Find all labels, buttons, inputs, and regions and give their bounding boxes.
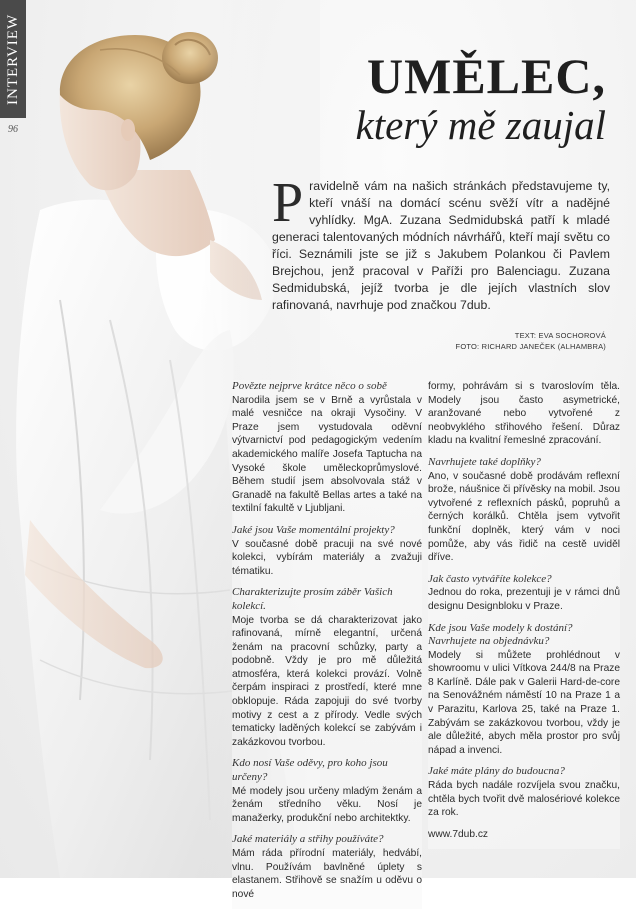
answer: Modely si můžete prohlédnout v showroomu v ulici Vítkova 244/8 na Praze 8 Karlíně. Dále pak v Galerii Hard-de-core na Senovážném náměstí 10 na Praze 1 a v Parazitu, Karlova 25, také na Praze 1. Zabývám se zakázkovou tvorbou, vždy je ale důležité, abych měla prostor pro svůj nápad a invenci. bbox=[428, 649, 620, 756]
answer: Narodila jsem se v Brně a vyrůstala v malé vesničce na okraji Vysočiny. V Praze jsem vystudovala oděvní výtvarnictví pod pedagogickým vedením akademického malíře Josefa Taptucha na Vysoké škole uměleckoprůmyslové. Během studií jsem absolvovala stáž v Granadě na fakultě Bellas artes a také na textilní fakultě v Ljubljani. bbox=[232, 394, 422, 515]
question: Kde jsou Vaše modely k dostání? Navrhujete na objednávku? bbox=[428, 621, 573, 648]
website-url: www.7dub.cz bbox=[428, 828, 489, 840]
section-strip bbox=[0, 0, 26, 118]
website-link bbox=[428, 828, 620, 842]
text-credit-label: TEXT: bbox=[514, 331, 537, 340]
article-column-right bbox=[428, 380, 620, 849]
text-credit bbox=[515, 331, 606, 340]
question: Jak často vytváříte kolekce? bbox=[428, 572, 552, 585]
question: Jaké máte plány do budoucna? bbox=[428, 765, 565, 778]
text-credit-author: EVA SOCHOROVÁ bbox=[538, 331, 606, 340]
qa-block bbox=[428, 456, 620, 565]
page-number: 96 bbox=[8, 124, 18, 135]
qa-block bbox=[428, 380, 620, 448]
qa-block bbox=[232, 524, 422, 578]
headline-subtitle: který mě zaujal bbox=[355, 102, 606, 148]
answer: Ano, v současné době prodávám reflexní brože, náušnice či přívěsky na mobil. Jsou vytvořené z reflexních pásků, popruhů a černých korálků. Chtěla jsem vytvořit funkční doplněk, který vám v noci pomůže, aby vás řidič na cestě uviděl dříve. bbox=[428, 470, 620, 564]
answer: V současné době pracuji na své nové kolekci, vybírám materiály a zvažuji tématiku. bbox=[232, 538, 422, 577]
question: Povězte nejprve krátce něco o sobě bbox=[232, 380, 387, 392]
photo-credit-author: RICHARD JANEČEK (ALHAMBRA) bbox=[481, 342, 606, 351]
lead-text: ravidelně vám na našich stránkách představujeme ty, kteří vnáší na domácí scénu svěží vítr a nadějné vyhlídky. MgA. Zuzana Sedmidubská patří k mladé generaci talentovaných módních návrhářů, kteří mají světu co říci. Seznámili jste se již s Jakubem Polankou či Pavlem Brejchou, jenž pracoval v Paříži pro Balenciagu. Zuzana Sedmidubská, jejíž tvorba je dle jejích vlastních slov rafinovaná, navrhuje pod značkou 7dub. bbox=[272, 179, 610, 312]
lead-paragraph bbox=[272, 172, 610, 314]
qa-block bbox=[232, 757, 422, 825]
article-column-left bbox=[232, 380, 422, 909]
answer: Moje tvorba se dá charakterizovat jako rafinovaná, mírně elegantní, určená ženám na pracovní schůzky, party a podobně. Vždy je pro mě důležitá atmosféra, která kolekci provází. Volně čerpám inspiraci z prostředí, které mne obklopuje. Ráda zapojuji do své tvorby motivy z cest a z přírody. Vedle svých tematicky laděných kolekcí se zabývám i zakázkovou tvorbou. bbox=[232, 614, 422, 748]
section-label: INTERVIEW bbox=[5, 13, 21, 105]
answer: Mám ráda přírodní materiály, hedvábí, vlnu. Používám bavlněné úplety s elastanem. Střihově se snažím u oděvu o nové bbox=[232, 848, 422, 900]
question: Jaké materiály a střihy používáte? bbox=[232, 833, 384, 846]
qa-block bbox=[428, 573, 620, 614]
qa-block bbox=[232, 586, 422, 749]
drop-cap: P bbox=[272, 172, 304, 234]
answer: Mé modely jsou určeny mladým ženám a ženám středního věku. Nosí je manažerky, produkční nebo architektky. bbox=[232, 785, 422, 824]
qa-block bbox=[232, 380, 422, 516]
question: Charakterizujte prosím záběr Vašich kolekcí. bbox=[232, 586, 393, 612]
answer-continued: formy, pohrávám si s tvaroslovím těla. Modely jsou často asymetrické, aranžované nebo vytvořené z neobvyklého střihového řešení. Důraz kladu na kvalitní řemeslné zpracování. bbox=[428, 381, 620, 447]
question: Jaké jsou Vaše momentální projekty? bbox=[232, 523, 395, 536]
photo-credit bbox=[456, 342, 606, 351]
question: Kdo nosí Vaše oděvy, pro koho jsou určeny? bbox=[232, 757, 388, 784]
qa-block bbox=[232, 833, 422, 901]
headline: UMĚLEC, bbox=[367, 48, 606, 104]
answer: Jednou do roka, prezentuji je v rámci dnů designu Designbloku v Praze. bbox=[428, 587, 620, 612]
qa-block bbox=[428, 622, 620, 758]
photo-credit-label: FOTO: bbox=[455, 342, 480, 351]
question: Navrhujete také doplňky? bbox=[428, 455, 541, 468]
qa-block bbox=[428, 765, 620, 819]
answer: Ráda bych nadále rozvíjela svou značku, chtěla bych tvořit dvě malosériové kolekce za rok. bbox=[428, 780, 620, 819]
